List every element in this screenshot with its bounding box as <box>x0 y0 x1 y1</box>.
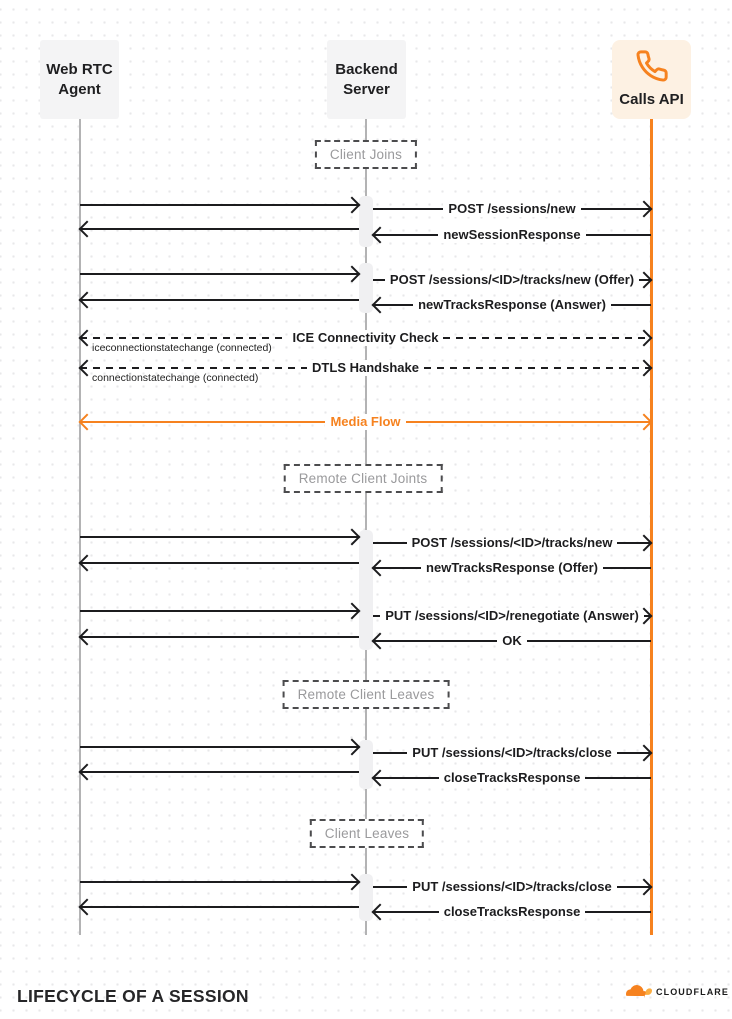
message-label: Media Flow <box>325 414 405 430</box>
arrow-line <box>373 752 407 755</box>
arrowhead-left-icon <box>79 764 96 781</box>
message-arrow <box>373 745 651 761</box>
arrow-line <box>80 337 288 340</box>
message-label: ICE Connectivity Check <box>288 330 444 346</box>
message-label: POST /sessions/<ID>/tracks/new (Offer) <box>385 272 639 288</box>
actor-label: Web RTC Agent <box>46 61 113 98</box>
arrow-line <box>80 562 359 565</box>
phone-icon <box>635 49 669 83</box>
activation-bar <box>359 740 373 789</box>
arrowhead-right-icon <box>344 739 361 756</box>
message-arrow <box>373 272 651 288</box>
activation-bar <box>359 196 373 247</box>
message-arrow <box>373 535 651 551</box>
arrowhead-left-icon <box>79 414 96 431</box>
message-arrow <box>80 739 359 755</box>
message-arrow <box>373 608 651 624</box>
message-label: POST /sessions/new <box>443 201 580 217</box>
arrow-line <box>585 911 651 914</box>
actor-label: Calls API <box>619 91 684 109</box>
arrow-line <box>80 299 359 302</box>
cloudflare-logo <box>625 983 729 1000</box>
arrow-line <box>80 273 359 276</box>
actor-web-rtc-agent <box>40 40 119 119</box>
arrow-line <box>373 279 385 282</box>
message-label: POST /sessions/<ID>/tracks/new <box>407 535 618 551</box>
arrow-line <box>80 610 359 613</box>
arrow-line <box>373 542 407 545</box>
message-arrow <box>373 904 651 920</box>
arrow-line <box>586 234 651 237</box>
arrow-line <box>373 615 380 618</box>
arrowhead-left-icon <box>79 292 96 309</box>
arrowhead-right-icon <box>636 360 653 377</box>
arrowhead-left-icon <box>79 899 96 916</box>
message-label: closeTracksResponse <box>439 904 586 920</box>
actor-calls-api <box>612 40 691 119</box>
lifeline-web-rtc-agent <box>79 119 81 935</box>
arrowhead-left-icon <box>372 904 389 921</box>
arrow-line <box>373 640 497 643</box>
arrowhead-left-icon <box>79 221 96 238</box>
arrow-line <box>80 228 359 231</box>
arrowhead-left-icon <box>79 629 96 646</box>
message-arrow <box>373 201 651 217</box>
message-label: newSessionResponse <box>438 227 585 243</box>
arrowhead-right-icon <box>636 879 653 896</box>
message-label: DTLS Handshake <box>307 360 424 376</box>
arrow-line <box>80 746 359 749</box>
arrowhead-right-icon <box>344 529 361 546</box>
message-arrow <box>373 879 651 895</box>
message-arrow <box>80 629 359 645</box>
arrowhead-right-icon <box>636 414 653 431</box>
message-sub-label: connectionstatechange (connected) <box>92 372 259 384</box>
arrow-line <box>80 421 325 424</box>
diagram-title: LIFECYCLE OF A SESSION <box>17 986 249 1006</box>
brand-wordmark: CLOUDFLARE <box>656 986 729 997</box>
actor-label: Backend Server <box>335 61 398 98</box>
activation-bar <box>359 530 373 650</box>
message-arrow <box>80 292 359 308</box>
arrowhead-left-icon <box>372 633 389 650</box>
message-label: newTracksResponse (Offer) <box>421 560 603 576</box>
message-arrow <box>80 414 651 430</box>
message-arrow <box>80 555 359 571</box>
arrowhead-right-icon <box>636 201 653 218</box>
arrowhead-right-icon <box>344 266 361 283</box>
section-label: Remote Client Leaves <box>283 680 450 709</box>
message-label: PUT /sessions/<ID>/renegotiate (Answer) <box>380 608 644 624</box>
message-arrow <box>80 197 359 213</box>
activation-bar <box>359 874 373 921</box>
arrow-line <box>80 906 359 909</box>
arrowhead-right-icon <box>636 745 653 762</box>
arrow-line <box>406 421 651 424</box>
message-arrow <box>373 770 651 786</box>
arrowhead-right-icon <box>344 874 361 891</box>
message-arrow <box>80 899 359 915</box>
arrow-line <box>80 367 307 370</box>
arrow-line <box>80 771 359 774</box>
message-arrow <box>80 330 651 354</box>
message-sub-label: iceconnectionstatechange (connected) <box>92 342 272 354</box>
message-arrow <box>80 874 359 890</box>
arrow-line <box>527 640 651 643</box>
message-arrow <box>373 297 651 313</box>
arrow-line <box>585 777 651 780</box>
arrow-line <box>373 886 407 889</box>
arrow-line <box>611 304 651 307</box>
arrowhead-left-icon <box>372 227 389 244</box>
arrowhead-left-icon <box>372 560 389 577</box>
arrowhead-right-icon <box>344 603 361 620</box>
message-label: closeTracksResponse <box>439 770 586 786</box>
arrowhead-left-icon <box>372 770 389 787</box>
message-arrow <box>373 227 651 243</box>
message-label: OK <box>497 633 527 649</box>
section-label: Client Leaves <box>310 819 424 848</box>
section-label: Client Joins <box>315 140 417 169</box>
arrowhead-left-icon <box>372 297 389 314</box>
actor-backend-server <box>327 40 406 119</box>
arrow-line <box>443 337 651 340</box>
arrow-line <box>373 208 443 211</box>
cloudflare-logo-icon <box>625 983 652 1000</box>
message-label: PUT /sessions/<ID>/tracks/close <box>407 745 616 761</box>
message-arrow <box>373 633 651 649</box>
message-arrow <box>80 603 359 619</box>
arrowhead-right-icon <box>636 330 653 347</box>
message-arrow <box>80 360 651 384</box>
message-arrow <box>80 529 359 545</box>
arrow-line <box>80 881 359 884</box>
arrow-line <box>424 367 651 370</box>
message-label: newTracksResponse (Answer) <box>413 297 611 313</box>
arrowhead-left-icon <box>79 555 96 572</box>
arrow-line <box>80 636 359 639</box>
section-label: Remote Client Joints <box>284 464 443 493</box>
activation-bar <box>359 263 373 313</box>
message-arrow <box>80 221 359 237</box>
arrow-line <box>80 204 359 207</box>
message-arrow <box>80 266 359 282</box>
arrowhead-right-icon <box>636 535 653 552</box>
arrow-line <box>80 536 359 539</box>
message-arrow <box>373 560 651 576</box>
message-arrow <box>80 764 359 780</box>
message-label: PUT /sessions/<ID>/tracks/close <box>407 879 616 895</box>
arrowhead-right-icon <box>344 197 361 214</box>
arrow-line <box>603 567 651 570</box>
